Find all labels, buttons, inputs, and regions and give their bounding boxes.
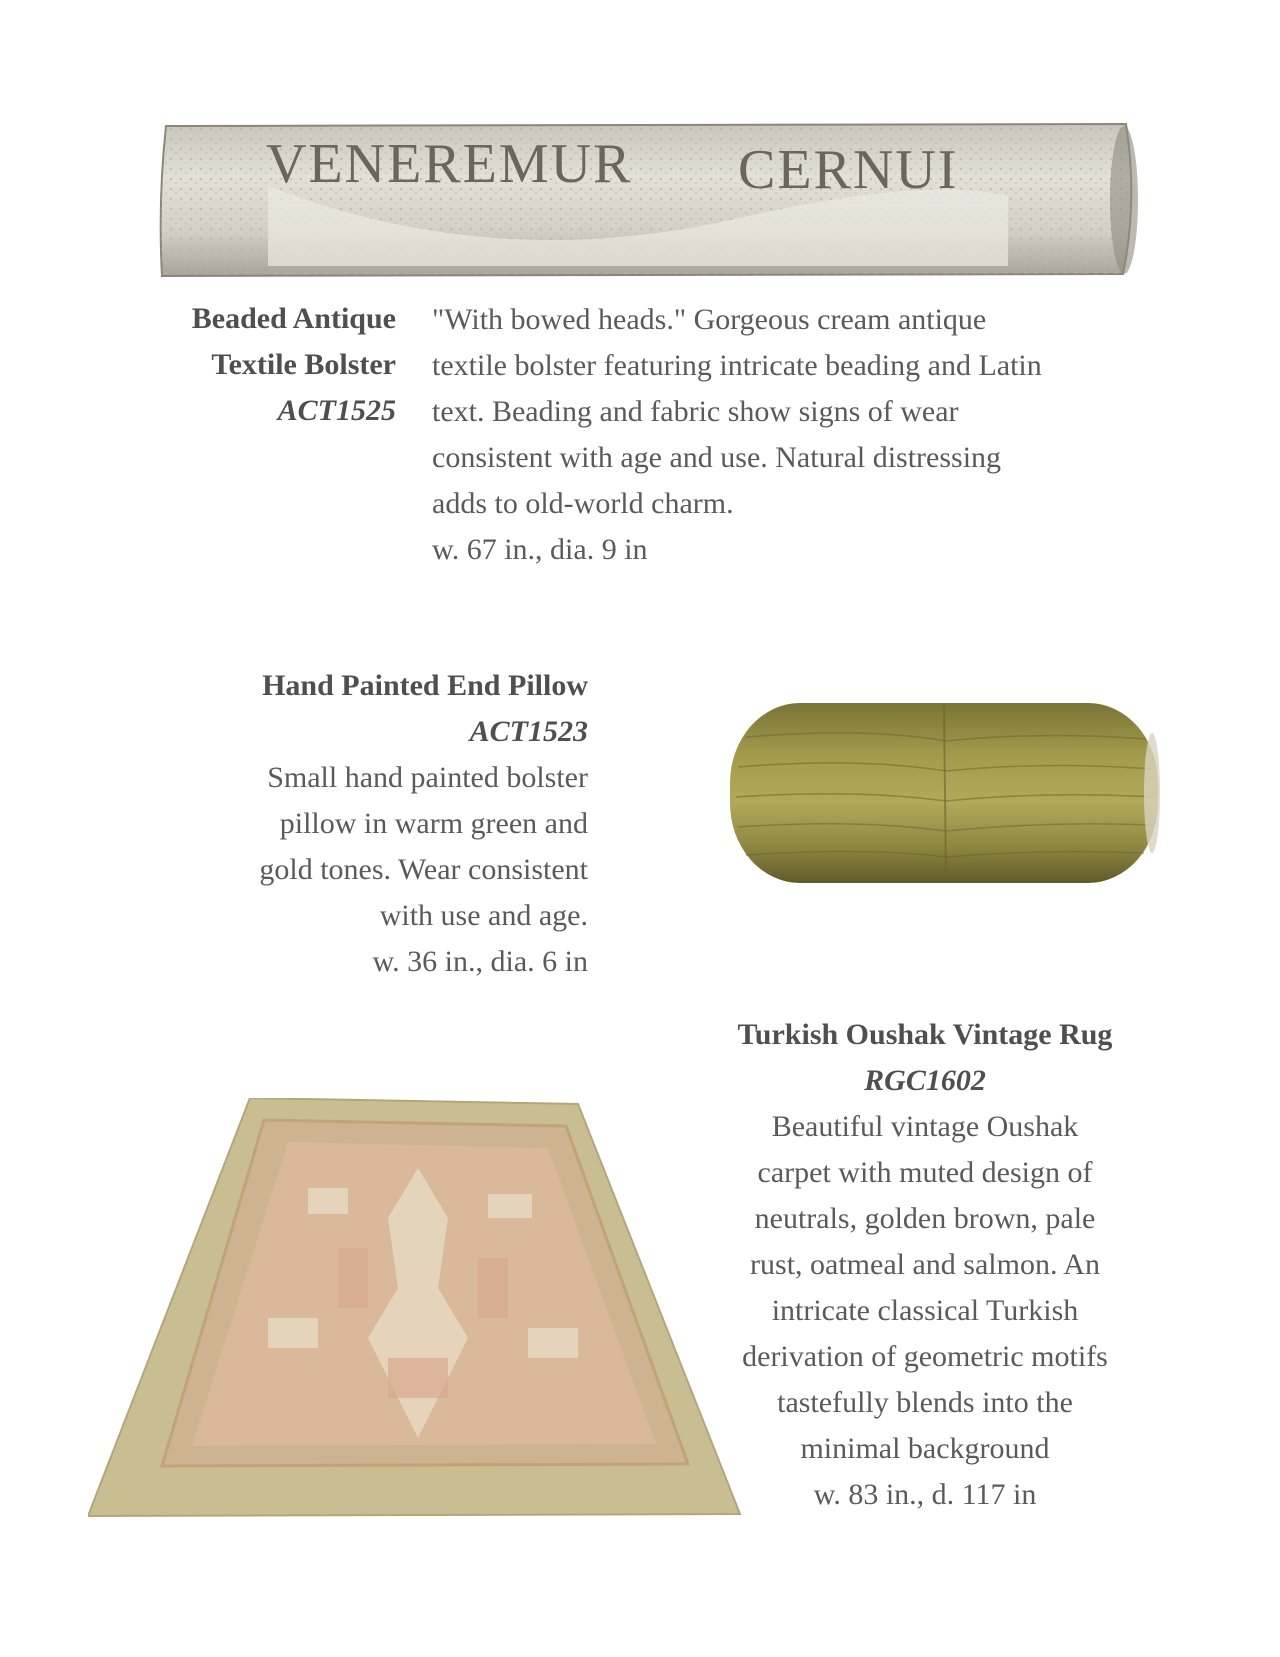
description-line: pillow in warm green and [279,807,588,840]
item-title-line: Beaded Antique [191,302,396,335]
description-line: with use and age. [379,899,588,932]
description-line: tastefully blends into the [777,1386,1073,1419]
item-sku: RGC1602 [864,1064,986,1097]
item-title: Hand Painted End Pillow [262,669,588,702]
item-dimensions: w. 67 in., dia. 9 in [432,533,648,566]
bolster-text-right: CERNUI [738,139,959,201]
item-title: Turkish Oushak Vintage Rug [737,1018,1113,1051]
description-line: intricate classical Turkish [771,1294,1079,1327]
bolster-image [148,116,1140,284]
pillow-image [716,697,1172,889]
description-line: consistent with age and use. Natural distressing [432,441,1002,474]
item-sku: ACT1525 [277,394,396,427]
item-heading [140,296,396,434]
item-dimensions: w. 83 in., d. 117 in [813,1478,1037,1511]
description-line: textile bolster featuring intricate beading and Latin [432,349,1042,382]
item-sku: ACT1523 [469,715,588,748]
description-line: text. Beading and fabric show signs of wear [432,395,959,428]
description-line: neutrals, golden brown, pale [754,1202,1096,1235]
description-line: carpet with muted design of [757,1156,1093,1189]
item-text-block [180,663,588,985]
item-description [432,297,1172,573]
rug-image [88,1098,748,1530]
description-line: Beautiful vintage Oushak [771,1110,1079,1143]
item-dimensions: w. 36 in., dia. 6 in [372,945,588,978]
description-line: Small hand painted bolster [267,761,588,794]
description-line: derivation of geometric motifs [742,1340,1108,1373]
description-line: gold tones. Wear consistent [259,853,588,886]
description-line: "With bowed heads." Gorgeous cream antique [432,303,987,336]
description-line: rust, oatmeal and salmon. An [750,1248,1100,1281]
item-text-block [700,1012,1150,1518]
item-title-line: Textile Bolster [211,348,396,381]
bolster-text-left: VENEREMUR [266,133,633,195]
description-line: adds to old-world charm. [432,487,734,520]
description-line: minimal background [800,1432,1050,1465]
